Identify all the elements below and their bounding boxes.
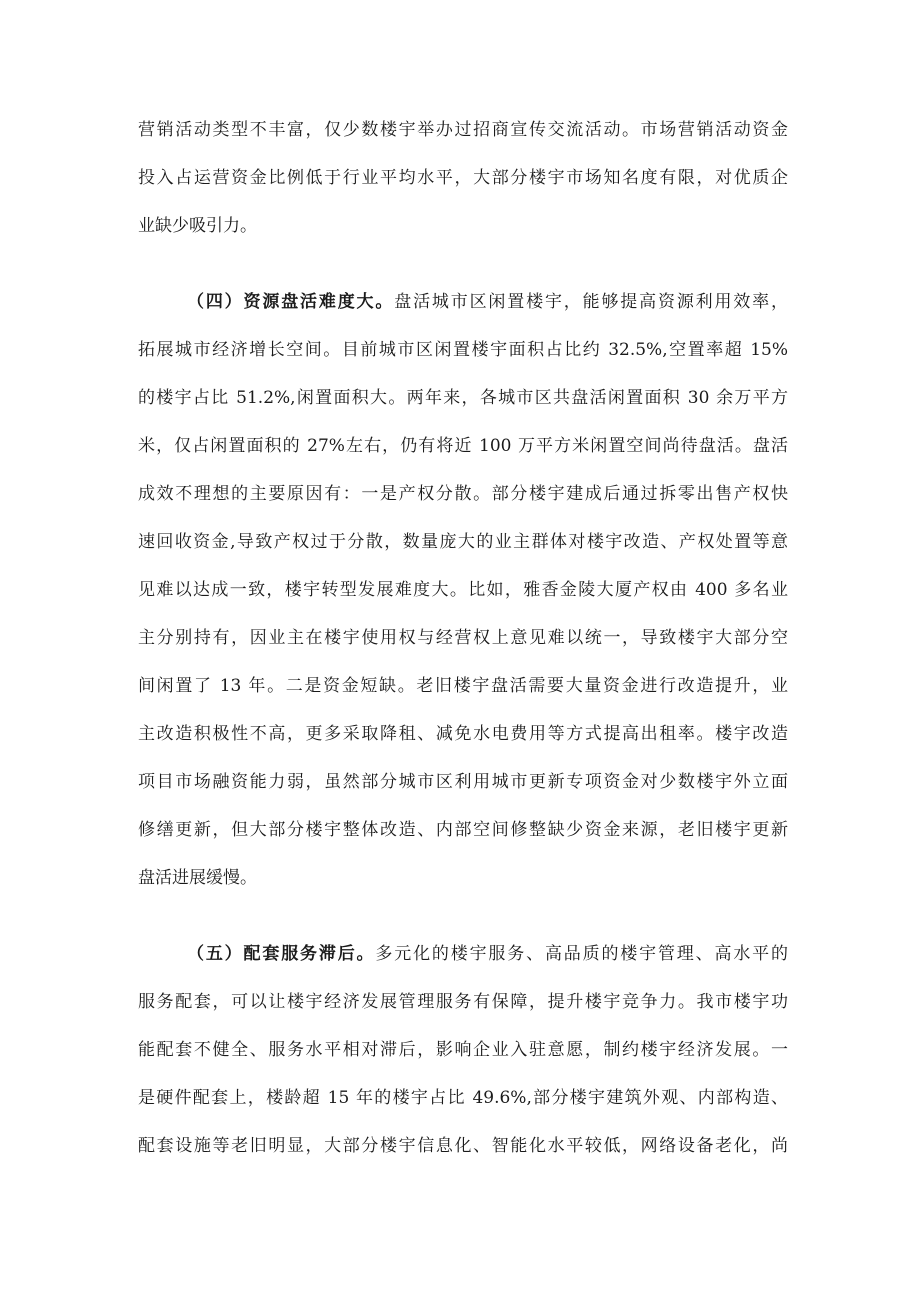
paragraph-line: 速回收资金,导致产权过于分散，数量庞大的业主群体对楼宇改造、产权处置等意 [138,532,788,552]
paragraph-line: 主改造积极性不高，更多采取降租、减免水电费用等方式提高出租率。楼宇改造 [138,724,788,744]
paragraph-first-line [187,290,788,314]
paragraph-text: 多元化的楼宇服务、高品质的楼宇管理、高水平的 [375,944,789,964]
paragraph-first-line [187,942,788,966]
paragraph-line: 米，仅占闲置面积的 27%左右，仍有将近 100 万平方米闲置空间尚待盘活。盘活 [138,436,788,456]
paragraph-line: 业缺少吸引力。 [138,216,257,236]
paragraph-line: 修缮更新，但大部分楼宇整体改造、内部空间修整缺少资金来源，老旧楼宇更新 [138,820,788,840]
paragraph-text: 盘活城市区闲置楼宇，能够提高资源利用效率， [394,292,789,312]
paragraph-line: 投入占运营资金比例低于行业平均水平，大部分楼宇市场知名度有限，对优质企 [138,168,788,188]
paragraph-line: 成效不理想的主要原因有：一是产权分散。部分楼宇建成后通过拆零出售产权快 [138,484,788,504]
paragraph-line: 服务配套，可以让楼宇经济发展管理服务有保障，提升楼宇竞争力。我市楼宇功 [138,992,788,1012]
section-heading-5: （五）配套服务滞后。 [187,944,376,964]
paragraph-line: 营销活动类型不丰富，仅少数楼宇举办过招商宣传交流活动。市场营销活动资金 [138,120,788,140]
paragraph-line: 项目市场融资能力弱，虽然部分城市区利用城市更新专项资金对少数楼宇外立面 [138,772,788,792]
paragraph-line: 间闲置了 13 年。二是资金短缺。老旧楼宇盘活需要大量资金进行改造提升，业 [138,676,788,696]
paragraph-line: 主分别持有，因业主在楼宇使用权与经营权上意见难以统一，导致楼宇大部分空 [138,628,788,648]
section-heading-4: （四）资源盘活难度大。 [187,292,395,312]
paragraph-line: 能配套不健全、服务水平相对滞后，影响企业入驻意愿，制约楼宇经济发展。一 [138,1040,788,1060]
paragraph-line: 盘活进展缓慢。 [138,868,257,888]
paragraph-line: 的楼宇占比 51.2%,闲置面积大。两年来，各城市区共盘活闲置面积 30 余万平方 [138,388,788,408]
paragraph-line: 见难以达成一致，楼宇转型发展难度大。比如，雅香金陵大厦产权由 400 多名业 [138,580,788,600]
paragraph-line: 配套设施等老旧明显，大部分楼宇信息化、智能化水平较低，网络设备老化，尚 [138,1136,788,1156]
paragraph-line: 拓展城市经济增长空间。目前城市区闲置楼宇面积占比约 32.5%,空置率超 15% [138,340,788,360]
paragraph-line: 是硬件配套上，楼龄超 15 年的楼宇占比 49.6%,部分楼宇建筑外观、内部构造、 [138,1088,788,1108]
